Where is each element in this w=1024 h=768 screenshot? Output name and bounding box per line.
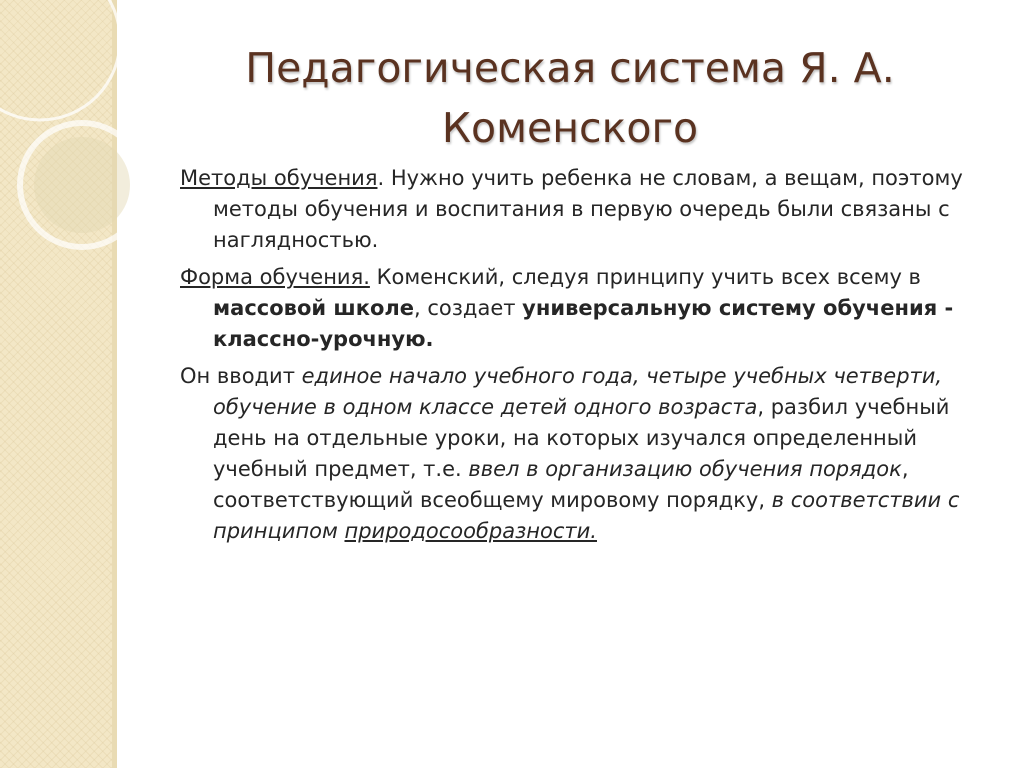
intro-italic-3: в соответствии с принципом [213, 488, 960, 543]
methods-term: Методы обучения [180, 166, 378, 190]
intro-italic-1: единое начало учебного года, четыре учебных четверти, обучение в одном классе детей одного возраста [213, 364, 943, 419]
methods-text: . Нужно учить ребенка не словам, а вещам, поэтому методы обучения и воспитания в первую очередь были связаны с наглядностью. [213, 166, 963, 252]
slide-title: Педагогическая система Я. А. Коменского [245, 44, 895, 152]
intro-italic-underline: природосообразности. [344, 519, 597, 543]
form-text-2: , создает [414, 296, 523, 320]
slide-content [180, 163, 995, 553]
intro-italic-2: ввел в организацию обучения порядок [468, 457, 902, 481]
paragraph-methods [180, 163, 995, 256]
form-bold-mass-school: массовой школе [213, 296, 415, 320]
form-bold-class-lesson-system: универсальную систему обучения - классно-урочную. [213, 296, 954, 351]
paragraph-intro [180, 361, 995, 547]
intro-text-1: Он вводит [180, 364, 302, 388]
ring-small [34, 137, 130, 233]
ring-large [0, 0, 120, 120]
form-term: Форма обучения. [180, 265, 370, 289]
intro-text-2: , разбил учебный день на отдельные уроки, на которых изучался определенный учебный предмет, т.е. [213, 395, 950, 481]
paragraph-form [180, 262, 995, 355]
form-text-1: Коменский, следуя принципу учить всех всему в [369, 265, 921, 289]
intro-text-3: , соответствующий всеобщему мировому порядку, [213, 457, 909, 512]
